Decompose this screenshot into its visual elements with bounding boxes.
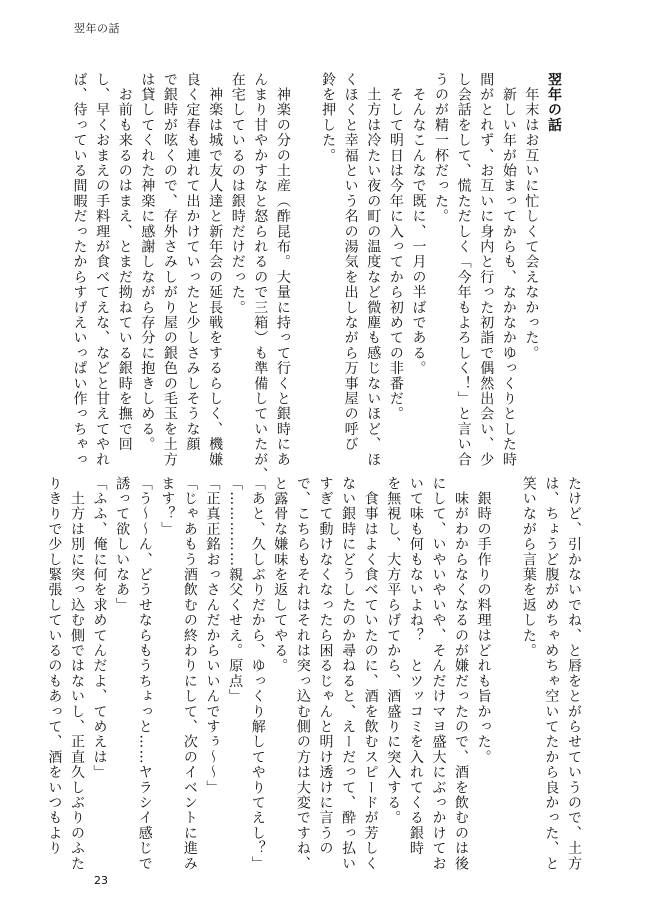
text-line: 笑いながら言葉を返した。 xyxy=(520,476,537,659)
text-line: 誘って欲しいなあ」 xyxy=(114,476,131,613)
text-line: ば、待っている間暇だったからすげえいっぱい作っちゃっ xyxy=(71,72,88,468)
text-line: し、早くおまえの手料理が食べてえな、などと甘えてやれ xyxy=(94,72,111,468)
text-line: すぎて動けなくなったら困るじゃんと明け透けに言うの xyxy=(317,476,334,856)
text-line: そんなこんなで既に、一月の半ばである。 xyxy=(410,72,427,376)
text-line: 「……………親父くせえ。原点」 xyxy=(227,476,244,704)
text-line: 新しい年が始まってからも、なかなかゆっくりとした時 xyxy=(500,72,517,468)
text-line: ない銀時にどうしたのか尋ねると、えーだって、酔っ払い xyxy=(340,476,357,872)
text-line: 在宅しているのは銀時だけだった。 xyxy=(229,72,246,316)
text-line: くほくと幸福という名の湯気を出しながら万事屋の呼び xyxy=(342,72,359,452)
bottom-lines xyxy=(43,476,585,872)
text-line: し会話をして、慌ただしく「今年もよろしく！」と言い合 xyxy=(455,72,472,468)
text-line: で銀時が呟くので、存外さみしがり屋の銀色の毛玉を土方 xyxy=(161,72,178,468)
text-line: 土方は冷たい夜の町の温度など微塵も感じないほど、ほ xyxy=(365,72,382,468)
text-line: にして、いやいやいや、そんだけマヨ盛大にぶっかけてお xyxy=(430,476,447,872)
text-line: で、こちらもそれはそれは突っ込む側の方は大変ですね、 xyxy=(294,476,311,872)
text-line xyxy=(294,72,317,444)
text-line: 「じゃあもう酒飲むの終わりにして、次のイベントに進み xyxy=(181,476,198,872)
text-line: 神楽は城で友人達と新年会の延長戦をするらしく、機嫌 xyxy=(207,72,224,468)
text-line: 「ふふ、俺に何を求めてんだよ、てめえは」 xyxy=(91,476,108,780)
text-line: 「う～～ん、どうせならもうちょっと……ヤラシイ感じで xyxy=(136,476,153,872)
page-number: 23 xyxy=(94,874,108,887)
running-title: 翌年の話 xyxy=(74,22,120,35)
text-line: ます？」 xyxy=(159,476,176,537)
text-line: いて味も何もないよね？ とツッコミを入れてくる銀時 xyxy=(407,476,424,856)
text-line: 鈴を押した。 xyxy=(320,72,337,164)
bottom-text-column xyxy=(43,476,585,872)
text-line: 銀時の手作りの料理はどれも旨かった。 xyxy=(475,476,492,765)
text-line: 「正真正銘おっさんだからいいんですぅ～～」 xyxy=(204,476,221,796)
text-line: 食事はよく食べていたのに、酒を飲むスピードが芳しく xyxy=(362,476,379,872)
top-text-column xyxy=(68,72,585,483)
text-line: そして明日は今年に入ってから初めての非番だ。 xyxy=(387,72,404,422)
text-line: は、ちょうど腹がめちゃめちゃ空いてたから良かった、と xyxy=(543,476,560,872)
text-line xyxy=(495,476,518,848)
text-line: お前も来るのはまえ、とまだ拗ねている銀時を撫で回 xyxy=(116,72,133,452)
text-line: りきりで少し緊張しているのもあって、酒をいつもより xyxy=(46,476,63,856)
text-line: は貸してくれた神楽に感謝しながら存分に抱きしめる。 xyxy=(139,72,156,452)
text-line: 「あと、久しぶりだから、ゆっくり解してやりてえし？」 xyxy=(249,476,266,872)
chapter-title: 翌年の話 xyxy=(546,72,562,133)
text-line: 良く定春も連れて出かけていったと少しさみしそうな顔 xyxy=(184,72,201,452)
top-lines xyxy=(68,72,542,483)
text-line: んまり甘やかすなと怒られるので三箱）も準備していたが、 xyxy=(252,72,269,483)
text-line: 間がとれず、お互いに身内と行った初詣で偶然出会い、少 xyxy=(478,72,495,468)
text-line: 神楽の分の土産（酢昆布。大量に持って行くと銀時にあ xyxy=(274,72,291,468)
text-line: たけど、引かないでね、と唇をとがらせていうので、土方 xyxy=(566,476,582,872)
text-line: 土方は別に突っ込む側ではないし、正直久しぶりのふた xyxy=(68,476,85,872)
text-line: 味がわからなくなるのが嫌だったので、酒を飲むのは後 xyxy=(453,476,470,872)
text-line: うのが精一杯だった。 xyxy=(433,72,450,224)
text-line: を無視し、大方平らげてから、酒盛りに突入する。 xyxy=(385,476,402,826)
text-line: 年末はお互いに忙しくて会えなかった。 xyxy=(523,72,540,361)
text-line: と露骨な嫌味を返してやる。 xyxy=(272,476,289,674)
